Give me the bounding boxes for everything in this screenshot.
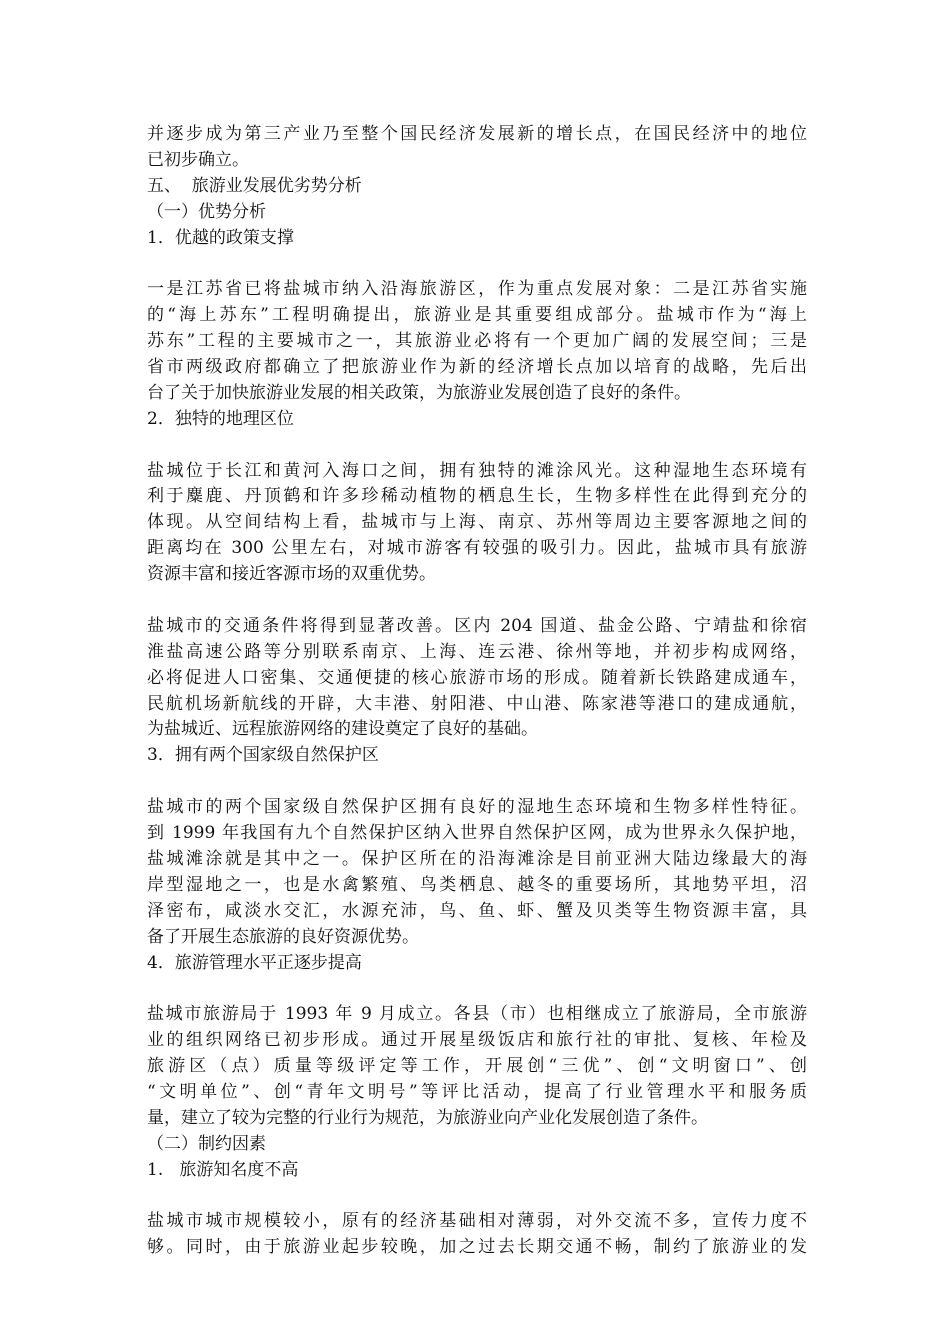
- text-line: 省市两级政府都确立了把旅游业作为新的经济增长点加以培育的战略，先后出: [147, 357, 807, 378]
- text-line: 1. 旅游知名度不高: [147, 1159, 299, 1180]
- text-line: 盐城位于长江和黄河入海口之间，拥有独特的滩涂风光。这种湿地生态环境有: [147, 460, 807, 481]
- blank-line: [147, 588, 807, 614]
- text-line: 3．拥有两个国家级自然保护区: [147, 745, 379, 766]
- text-line: 泽密布，咸淡水交汇，水源充沛，鸟、鱼、虾、蟹及贝类等生物资源丰富，具: [147, 900, 807, 921]
- blank-line: [147, 976, 807, 1002]
- text-line: 量，建立了较为完整的行业行为规范，为旅游业向产业化发展创造了条件。: [147, 1107, 708, 1128]
- text-line: （二）制约因素: [147, 1133, 266, 1154]
- document-page: [147, 122, 807, 1261]
- text-line: （一）优势分析: [147, 201, 266, 222]
- text-line: 台了关于加快旅游业发展的相关政策，为旅游业发展创造了良好的条件。: [147, 382, 691, 403]
- text-line: 盐城市的交通条件将得到显著改善。区内 204 国道、盐金公路、宁靖盐和徐宿: [147, 615, 807, 636]
- text-line: 并逐步成为第三产业乃至整个国民经济发展新的增长点，在国民经济中的地位: [147, 124, 807, 144]
- text-line: 到 1999 年我国有九个自然保护区纳入世界自然保护区网，成为世界永久保护地，: [147, 823, 807, 844]
- text-line: 盐城市的两个国家级自然保护区拥有良好的湿地生态环境和生物多样性特征。: [147, 797, 807, 818]
- text-line: 五、 旅游业发展优劣势分析: [147, 175, 362, 196]
- text-line: 备了开展生态旅游的良好资源优势。: [147, 926, 419, 947]
- blank-line: [147, 251, 807, 277]
- text-line: 距离均在 300 公里左右，对城市游客有较强的吸引力。因此，盐城市具有旅游: [147, 538, 807, 559]
- text-line: 为盐城近、远程旅游网络的建设奠定了良好的基础。: [147, 719, 538, 740]
- text-line: 旅游区（点）质量等级评定等工作，开展创“三优”、创“文明窗口”、创: [147, 1056, 807, 1077]
- text-line: 盐城市城市规模较小，原有的经济基础相对薄弱，对外交流不多，宣传力度不: [147, 1211, 807, 1232]
- text-line: 已初步确立。: [147, 149, 249, 170]
- text-line: 利于麋鹿、丹顶鹤和许多珍稀动植物的栖息生长，生物多样性在此得到充分的: [147, 486, 807, 507]
- text-line: 1．优越的政策支撑: [147, 227, 294, 248]
- text-line: “文明单位”、创“青年文明号”等评比活动，提高了行业管理水平和服务质: [147, 1081, 807, 1102]
- text-line: 体现。从空间结构上看，盐城市与上海、南京、苏州等周边主要客源地之间的: [147, 512, 807, 533]
- text-line: 民航机场新航线的开辟，大丰港、射阳港、中山港、陈家港等港口的建成通航，: [147, 693, 807, 714]
- text-line: 的“海上苏东”工程明确提出，旅游业是其重要组成部分。盐城市作为“海上: [147, 305, 807, 326]
- text-line: 盐城市旅游局于 1993 年 9 月成立。各县（市）也相继成立了旅游局，全市旅游: [147, 1004, 807, 1025]
- text-line: 苏东”工程的主要城市之一，其旅游业必将有一个更加广阔的发展空间；三是: [147, 331, 807, 352]
- blank-line: [147, 1184, 807, 1210]
- text-line: 业的组织网络已初步形成。通过开展星级饭店和旅行社的审批、复核、年检及: [147, 1030, 807, 1051]
- text-line: 4．旅游管理水平正逐步提高: [147, 952, 362, 973]
- text-line: 岸型湿地之一，也是水禽繁殖、鸟类栖息、越冬的重要场所，其地势平坦，沼: [147, 874, 807, 895]
- blank-line: [147, 433, 807, 459]
- text-line: 淮盐高速公路等分别联系南京、上海、连云港、徐州等地，并初步构成网络，: [147, 641, 807, 662]
- text-line: 够。同时，由于旅游业起步较晚，加之过去长期交通不畅，制约了旅游业的发: [147, 1237, 807, 1258]
- text-line: 必将促进人口密集、交通便捷的核心旅游市场的形成。随着新长铁路建成通车，: [147, 667, 807, 688]
- text-line: 资源丰富和接近客源市场的双重优势。: [147, 564, 436, 585]
- text-line: 盐城滩涂就是其中之一。保护区所在的沿海滩涂是目前亚洲大陆边缘最大的海: [147, 848, 807, 869]
- text-line: 2．独特的地理区位: [147, 408, 294, 429]
- text-line: 一是江苏省已将盐城市纳入沿海旅游区，作为重点发展对象：二是江苏省实施: [147, 279, 807, 300]
- blank-line: [147, 769, 807, 795]
